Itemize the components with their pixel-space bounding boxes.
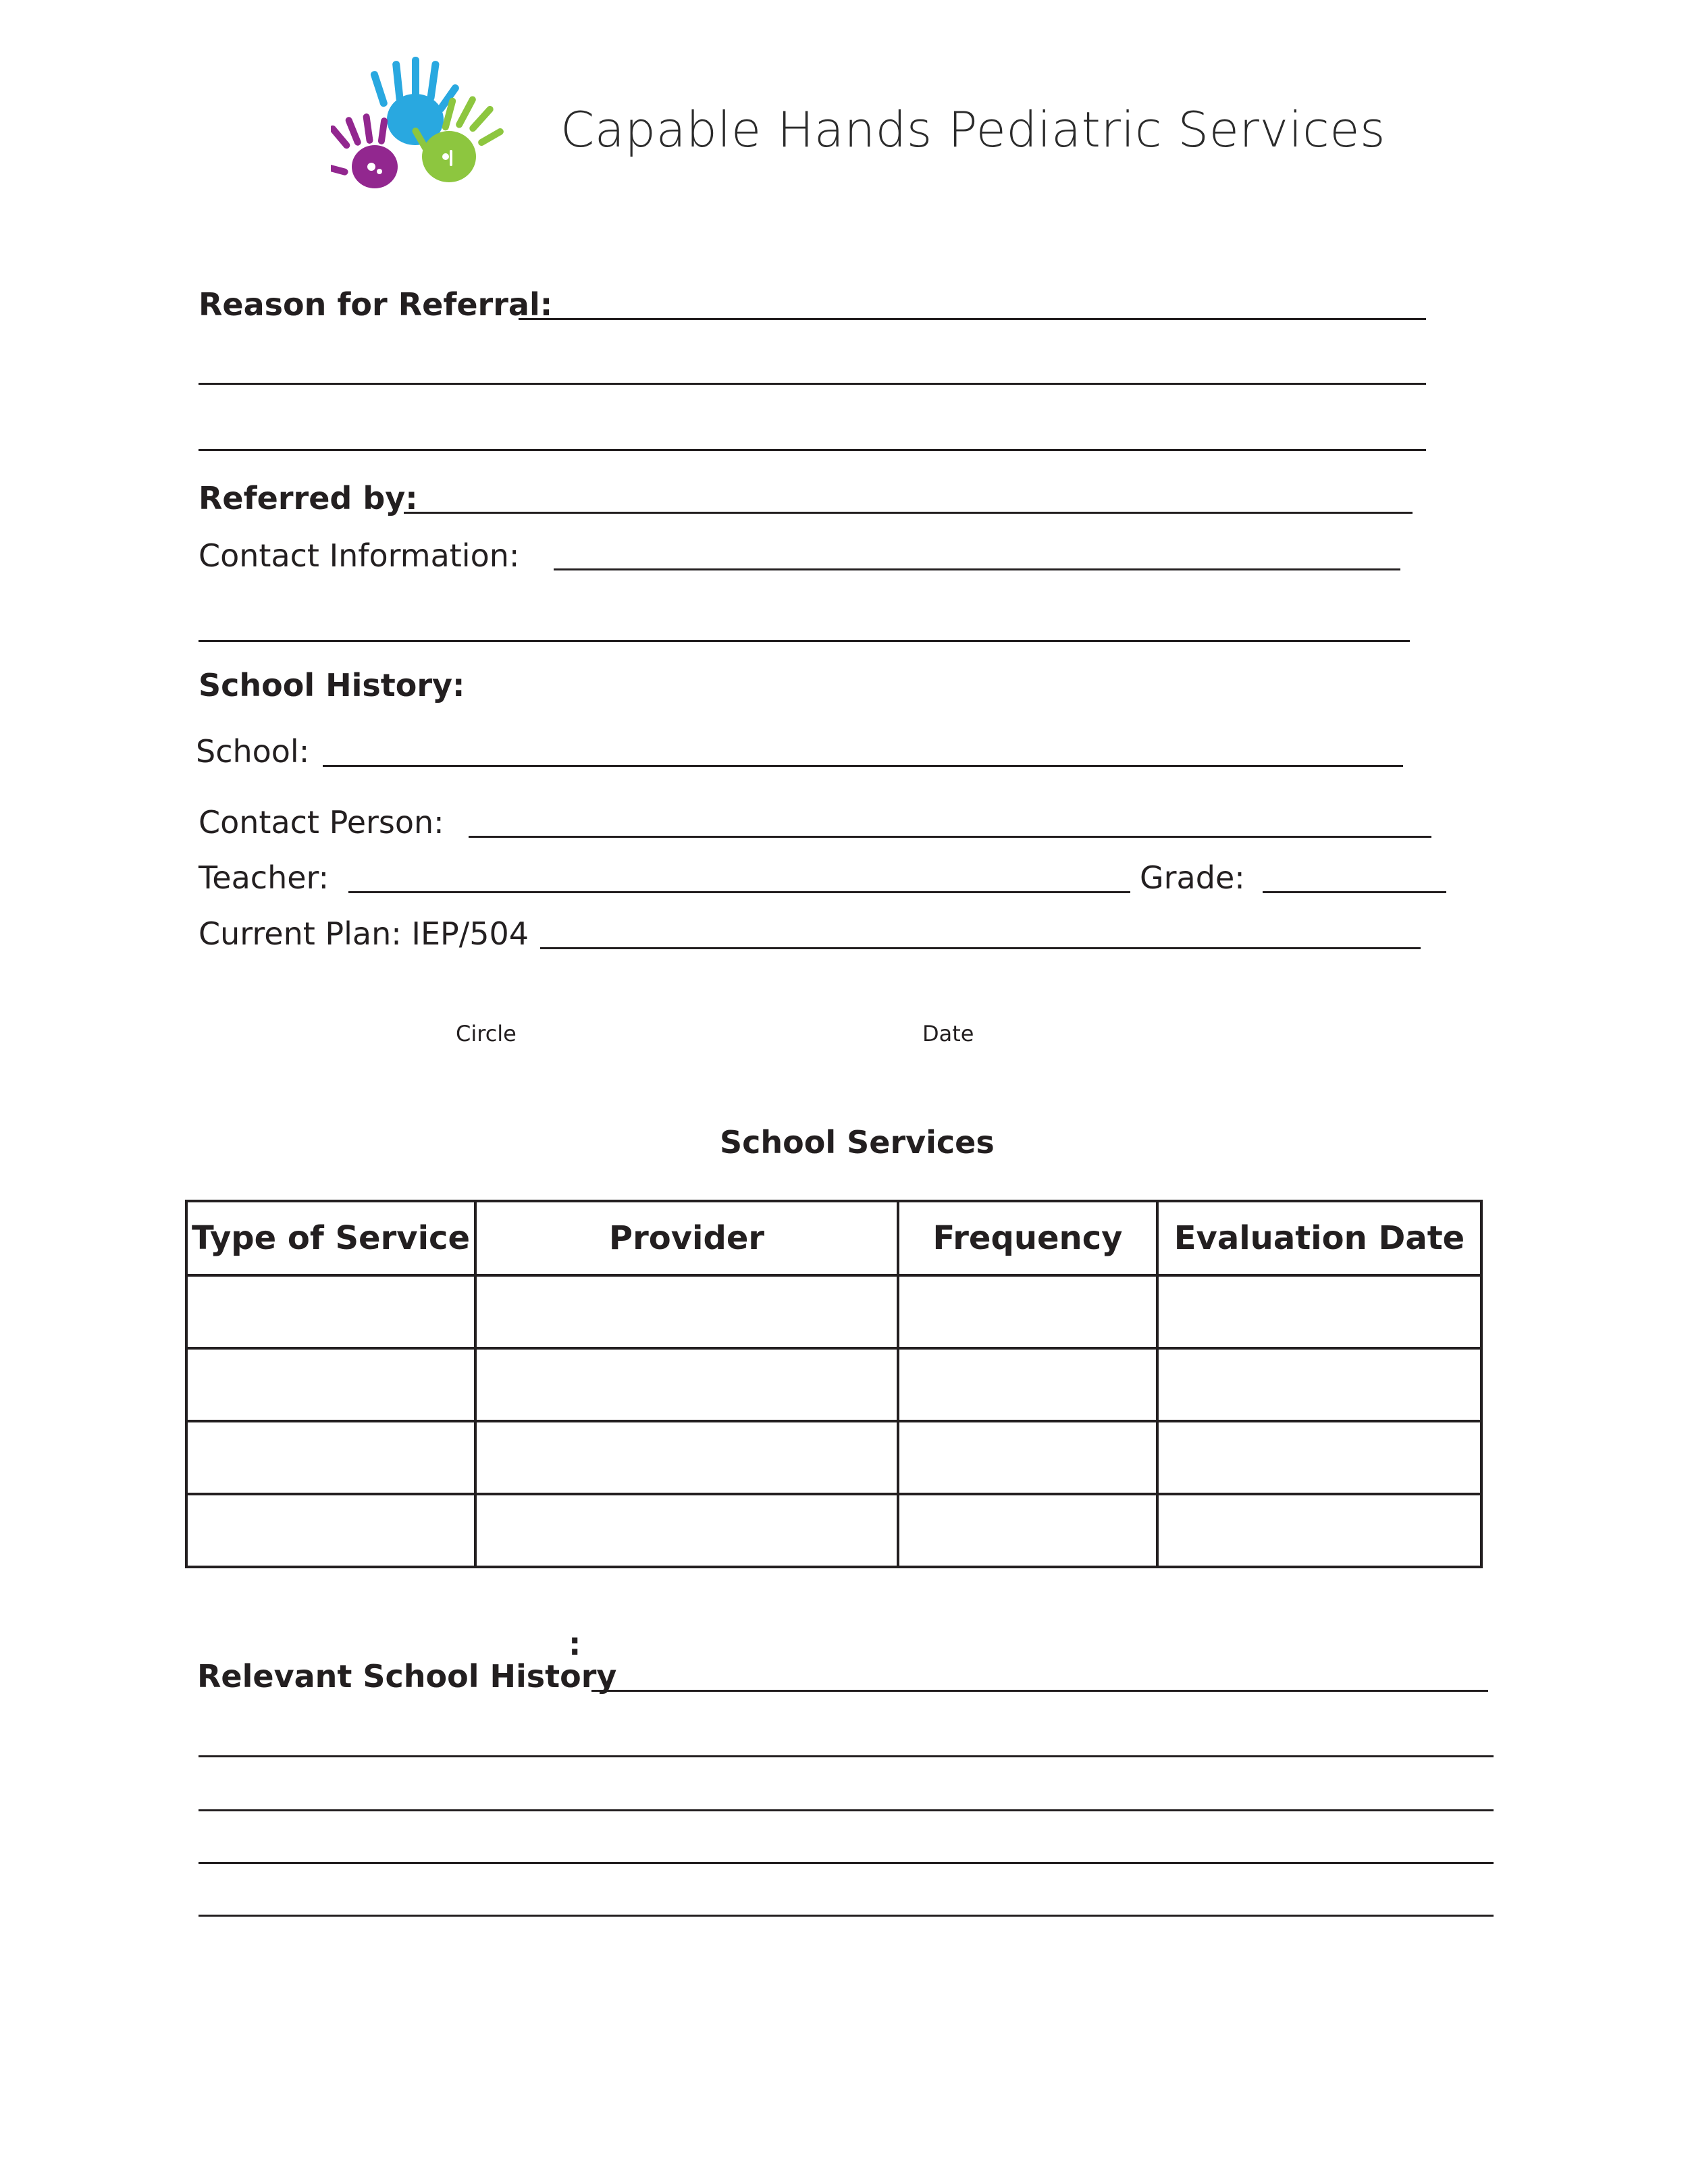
- table-header-row: [186, 1201, 1481, 1275]
- date-hint: Date: [922, 1021, 974, 1046]
- relevant-school-history-line-4[interactable]: [199, 1862, 1494, 1864]
- contact-person-field[interactable]: [469, 836, 1431, 838]
- table-cell[interactable]: [1157, 1348, 1481, 1421]
- relevant-school-history-line-2[interactable]: [199, 1755, 1494, 1757]
- relevant-school-history-colon: :: [569, 1626, 581, 1662]
- contact-information-line-2[interactable]: [199, 640, 1410, 642]
- circle-hint: Circle: [456, 1021, 517, 1046]
- relevant-school-history-field[interactable]: [591, 1690, 1488, 1692]
- referred-by-label: Referred by:: [199, 480, 418, 516]
- relevant-school-history-line-5[interactable]: [199, 1915, 1494, 1917]
- table-cell[interactable]: [898, 1494, 1157, 1567]
- teacher-field[interactable]: [348, 891, 1130, 893]
- contact-information-label: Contact Information:: [199, 537, 520, 574]
- table-cell[interactable]: [186, 1494, 475, 1567]
- table-cell[interactable]: [186, 1348, 475, 1421]
- reason-for-referral-line-3[interactable]: [199, 449, 1426, 451]
- contact-person-label: Contact Person:: [199, 804, 444, 841]
- current-plan-date-field[interactable]: [540, 947, 1421, 949]
- table-cell[interactable]: [898, 1348, 1157, 1421]
- school-label: School:: [196, 733, 310, 770]
- table-cell[interactable]: [475, 1275, 898, 1348]
- relevant-school-history-label: Relevant School History: [197, 1658, 617, 1695]
- school-field[interactable]: [323, 765, 1403, 767]
- school-services-heading: School Services: [720, 1124, 995, 1161]
- column-header-type-of-service: Type of Service: [186, 1201, 475, 1275]
- school-services-table: [185, 1200, 1483, 1568]
- table-cell[interactable]: [898, 1275, 1157, 1348]
- table-cell[interactable]: [1157, 1421, 1481, 1494]
- reason-for-referral-label: Reason for Referral:: [199, 286, 553, 323]
- contact-information-field[interactable]: [554, 568, 1400, 570]
- table-cell[interactable]: [1157, 1494, 1481, 1567]
- table-row: [186, 1421, 1481, 1494]
- company-title: Capable Hands Pediatric Services: [560, 101, 1386, 158]
- teacher-label: Teacher:: [199, 859, 329, 896]
- column-header-evaluation-date: Evaluation Date: [1157, 1201, 1481, 1275]
- grade-field[interactable]: [1263, 891, 1446, 893]
- column-header-frequency: Frequency: [898, 1201, 1157, 1275]
- reason-for-referral-line-2[interactable]: [199, 383, 1426, 385]
- current-plan-label: Current Plan: IEP/504: [199, 915, 529, 952]
- handprints-logo-icon: [331, 55, 506, 197]
- relevant-school-history-line-3[interactable]: [199, 1809, 1494, 1811]
- grade-label: Grade:: [1140, 859, 1245, 896]
- table-cell[interactable]: [475, 1348, 898, 1421]
- reason-for-referral-field[interactable]: [519, 318, 1426, 320]
- table-cell[interactable]: [186, 1275, 475, 1348]
- table-row: [186, 1494, 1481, 1567]
- table-cell[interactable]: [475, 1494, 898, 1567]
- column-header-provider: Provider: [475, 1201, 898, 1275]
- referred-by-field[interactable]: [404, 512, 1413, 514]
- table-cell[interactable]: [475, 1421, 898, 1494]
- table-cell[interactable]: [1157, 1275, 1481, 1348]
- table-row: [186, 1348, 1481, 1421]
- table-cell[interactable]: [186, 1421, 475, 1494]
- table-cell[interactable]: [898, 1421, 1157, 1494]
- table-row: [186, 1275, 1481, 1348]
- school-history-label: School History:: [199, 667, 465, 703]
